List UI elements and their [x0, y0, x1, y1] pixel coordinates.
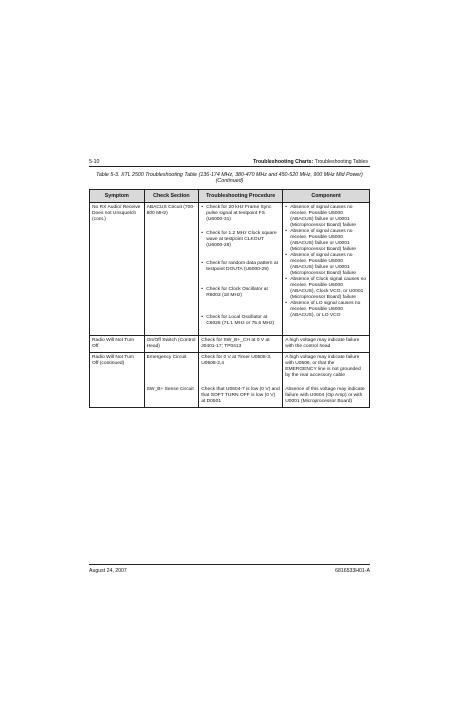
procedure-item: • Check for 1.2 MHz Clock square wave at testpoint CLKOUT (U6000-28) [201, 231, 280, 249]
section-cell [144, 353, 199, 408]
footer-doc-number: 6816533H01-A [335, 568, 370, 574]
component-item: • Absence of signal causes no receive. Possible U6000 (ABACUS) failure or U0001 (Microprocessor Board) failure [285, 253, 367, 277]
component-item: • Absence of Clock signal causes no receive. Possible U6000 (ABACUS), Clock VCO, or U0001 (Microprocessor Board) failure [285, 277, 367, 301]
procedure-cell [199, 353, 283, 408]
table-caption: Table 5-3. XTL 2500 Troubleshooting Table (136-174 MHz, 380-470 MHz and 450-520 MHz, 900 MHz Mid Power) (Continued) [96, 172, 363, 185]
section-cell: ABACUS Circuit (700-800 MHz) [144, 203, 199, 336]
running-header-rest: Troubleshooting Tables [313, 159, 368, 165]
header-check-section: Check Section [144, 190, 199, 203]
running-header-bold: Troubleshooting Charts: [253, 159, 314, 165]
table-header-row [90, 190, 370, 203]
procedure-item: • Check for 20 kHz Frame Sync pulse signal at testpoint FS (U6000-31) [201, 205, 280, 223]
table-row [90, 336, 370, 353]
section-cell: On/Off Switch (Control Head) [144, 336, 199, 353]
component-item: • Absence of signal causes no receive. Possible U6000 (ABACUS) failure or U0001 (Microprocessor Board) failure [285, 205, 367, 229]
header-component: Component [283, 190, 370, 203]
page-number: 5-10 [89, 159, 100, 165]
component-cell [283, 353, 370, 408]
component-emergency: A high voltage may indicate failure with U0506, or that the EMERGENCY line is not grounded by the rear accessory cable [285, 355, 361, 378]
component-item: • Absence of LO signal causes no receive. Possible U6000 (ABACUS), or LO VCO [285, 301, 367, 319]
procedure-sense: Check that U0604-7 is low (0 V) and that SOFT TURN OFF is low (0 V) at D0501 [201, 387, 280, 404]
component-sense: Absence of this voltage may indicate failure with U0604 (Op Amp) or with U0001 (Microprocessor Board) [285, 387, 365, 404]
procedure-cell: Check for SW_B+_CH at 0 V at J0401-17; TP0413 [199, 336, 283, 353]
symptom-cell: No RX Audio/ Receive Does not Unsquelch (cont.) [90, 203, 145, 336]
running-header [253, 159, 368, 165]
header-symptom: Symptom [90, 190, 145, 203]
procedure-list [201, 205, 280, 327]
header-rule [89, 166, 370, 167]
procedure-item: • Check for random data pattern at testpoint DOUTA (U6000-29) [201, 261, 280, 273]
component-cell [283, 203, 370, 336]
symptom-cell: Radio Will Not Turn Off [90, 336, 145, 353]
procedure-emergency: Check for 0 V at Timer U0508-3, U0508-2,4 [201, 355, 272, 366]
symptom-cell: Radio Will Not Turn Off (continued) [90, 353, 145, 408]
footer-date: August 24, 2007 [89, 568, 127, 574]
troubleshooting-table [89, 189, 370, 408]
table-row [90, 353, 370, 408]
section-sense: SW_B+ Sense Circuit [146, 387, 194, 392]
component-list [285, 205, 367, 319]
component-cell: A high voltage may indicate failure with the control head [283, 336, 370, 353]
header-procedure: Troubleshooting Procedure [199, 190, 283, 203]
component-item: • Absence of signal causes no receive. Possible U6000 (ABACUS) failure or U0001 (Microprocessor Board) failure [285, 229, 367, 253]
procedure-item: • Check for Local Oscillator at C6026 (71.1 MHz or 75.6 MHz) [201, 315, 280, 327]
section-emergency: Emergency Circuit [146, 355, 187, 360]
footer-rule [89, 564, 370, 565]
table-row [90, 203, 370, 336]
procedure-item: • Check for Clock Oscillator at R6003 (18 MHz) [201, 287, 280, 299]
procedure-cell [199, 203, 283, 336]
